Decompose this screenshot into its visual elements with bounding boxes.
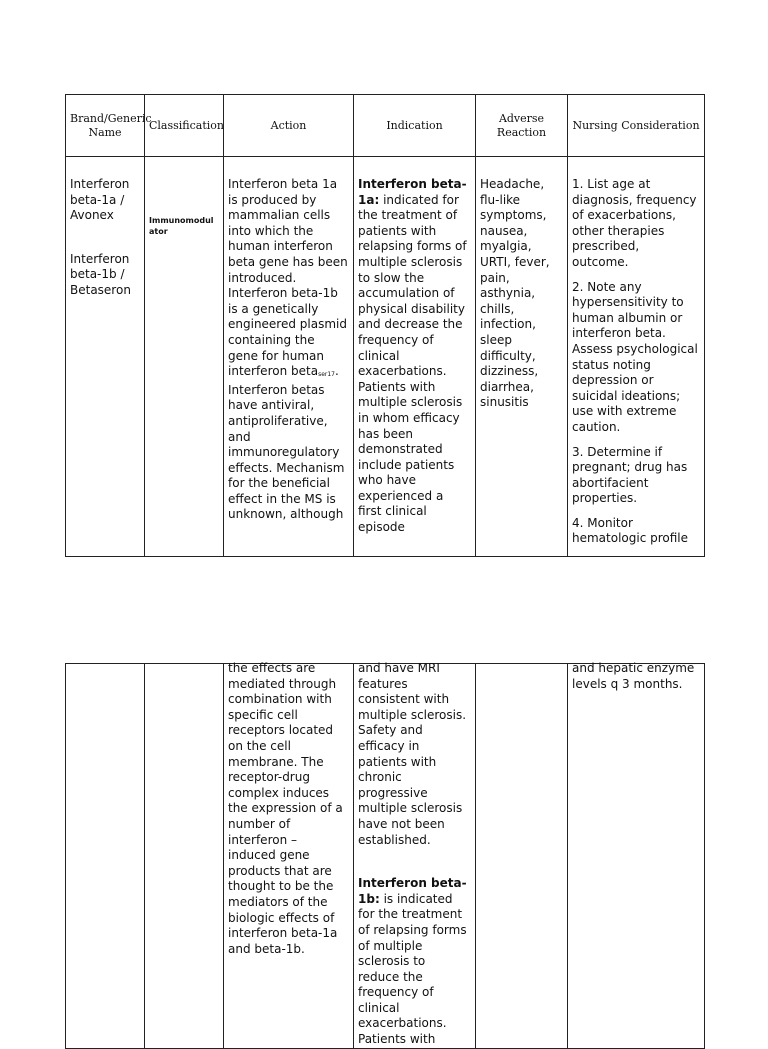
indication-cell	[354, 157, 476, 557]
indication-text: Interferon beta-1a: indicated for the treatment of patients with relapsing forms of multiple sclerosis to slow the accumulation of physical disability and decrease the frequency of clinical exacerbations. Patients with multiple sclerosis in whom efficacy has been demonstrated include patients who have experienced a first clinical episode	[358, 177, 467, 535]
action-text-continued: the effects are mediated through combination with specific cell receptors located on the cell membrane. The receptor-drug complex induces the expression of a number of interferon – induced gene products that are thought to be the mediators of the biologic effects of interferon beta-1a and beta-1b.	[228, 661, 343, 956]
header-adverse-reaction: Adverse Reaction	[476, 95, 568, 157]
indication-cell	[354, 661, 476, 1049]
drug-table-page-2	[65, 663, 705, 1049]
classification-text: Immunomodulator	[149, 216, 214, 236]
indication-text-continued: and have MRI features consistent with multiple sclerosis. Safety and efficacy in patients with chronic progressive multiple sclerosis have not been established. Interferon beta-1b: is indicated for the treatment of relapsing forms of multiple sclerosis to reduce the frequency of clinical exacerbations. Patients with	[358, 661, 467, 1047]
adverse-reaction-cell	[476, 664, 568, 1049]
header-action: Action	[224, 95, 354, 157]
brand-avonex: Interferon beta-1a / Avonex	[70, 177, 130, 223]
nursing-item-4: 4. Monitor hematologic profile	[572, 515, 689, 546]
header-brand: Brand/Generic Name	[66, 95, 145, 157]
table-row	[66, 664, 705, 1049]
header-indication: Indication	[354, 95, 476, 157]
nursing-item-1: 1. List age at diagnosis, frequency of exacerbations, other therapies prescribed, outcome.	[572, 177, 697, 269]
action-cell	[224, 661, 354, 1049]
brand-betaseron: Interferon beta-1b / Betaseron	[70, 251, 131, 297]
nursing-consideration-text	[568, 157, 704, 547]
adverse-reaction-text: Headache, flu-like symptoms, nausea, myalgia, URTI, fever, pain, asthynia, chills, infection, sleep difficulty, dizziness, diarrhea, sinusitis	[480, 177, 550, 410]
classification-cell	[145, 157, 224, 557]
nursing-consideration-continued: and hepatic enzyme levels q 3 months.	[572, 661, 695, 691]
brand-cell	[66, 157, 145, 557]
table-row	[66, 157, 705, 557]
action-text: Interferon beta 1a is produced by mammalian cells into which the human interferon beta gene has been introduced. Interferon beta-1b is a genetically engineered plasmid containing the gene for human interferon beta$_{ser17}$. Interferon betas have antiviral, antiproliferative, and immunoregulatory effects. Mechanism for the beneficial effect in the MS is unknown, although	[228, 177, 348, 522]
nursing-item-2: 2. Note any hypersensitivity to human albumin or interferon beta. Assess psychological status noting depression or suicidal ideations; use with extreme caution.	[572, 279, 698, 434]
action-cell	[224, 157, 354, 557]
nursing-consideration-cell	[568, 157, 705, 557]
drug-table-page-1	[65, 94, 705, 557]
adverse-reaction-cell	[476, 157, 568, 557]
brand-cell	[66, 664, 145, 1049]
header-row	[66, 95, 705, 157]
header-nursing-consideration: Nursing Consideration	[568, 95, 705, 157]
nursing-consideration-cell	[568, 661, 705, 1049]
classification-cell	[145, 664, 224, 1049]
nursing-item-3: 3. Determine if pregnant; drug has abortifacient properties.	[572, 444, 688, 506]
header-classification: Classification	[145, 95, 224, 157]
